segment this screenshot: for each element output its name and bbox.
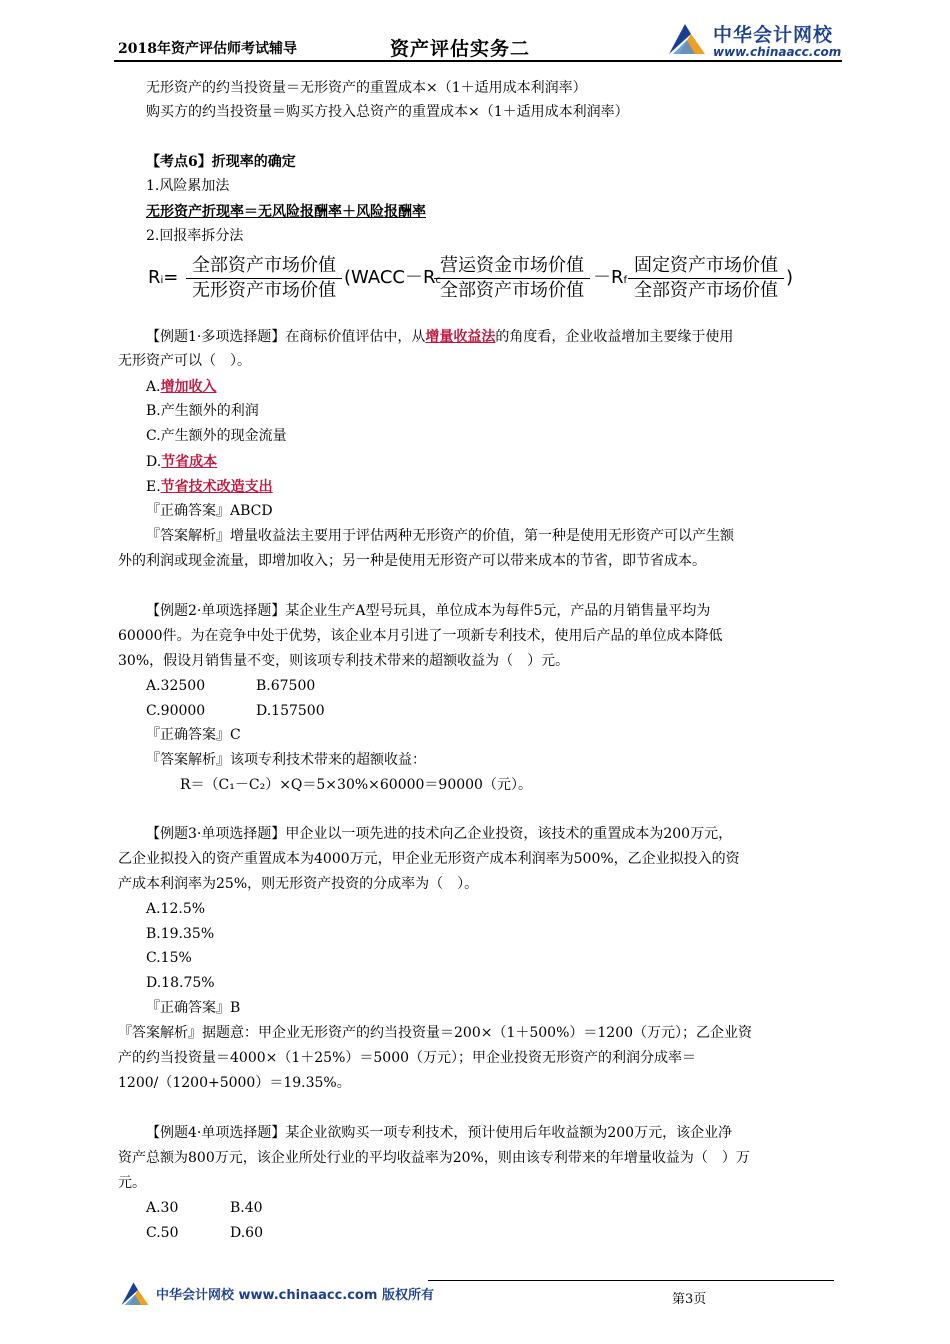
header-course-label: 2018年资产评估师考试辅导 xyxy=(118,41,297,57)
formula-lhs: Ri= xyxy=(148,267,179,288)
ex1-answer: 『正确答案』ABCD xyxy=(146,503,273,519)
kaodian-title: 【考点6】折现率的确定 xyxy=(146,154,296,170)
ex4-option-b: B.40 xyxy=(230,1200,263,1216)
split-return-formula xyxy=(146,254,846,310)
ex2-question-3: 30%，假设月销售量不变，则该项专利技术带来的超额收益为（ ）元。 xyxy=(118,653,570,669)
page-number: 第3页 xyxy=(672,1292,707,1307)
logo-name: 中华会计网校 xyxy=(713,24,834,46)
header-title: 资产评估实务二 xyxy=(390,38,531,60)
ex3-analysis-2: 产的约当投资量＝4000×（1＋25%）＝5000（万元）；甲企业投资无形资产的利润分成率＝ xyxy=(118,1050,697,1066)
ex4-option-a: A.30 xyxy=(146,1200,179,1216)
ex3-question-3: 产成本利润率为25%，则无形资产投资的分成率为（ ）。 xyxy=(118,876,479,892)
ex1-option-b: B.产生额外的利润 xyxy=(146,403,259,419)
brand-logo[interactable] xyxy=(665,18,845,62)
ex1-analysis-2: 外的利润或现金流量，即增加收入；另一种是使用无形资产可以带来成本的节省，即节省成本。 xyxy=(118,553,706,569)
ex3-question-2: 乙企业拟投入的资产重置成本为4000万元，甲企业无形资产成本利润率为500%，乙企业拟投入的资 xyxy=(118,851,740,867)
ex2-option-b: B.67500 xyxy=(256,678,316,694)
ex3-analysis-1: 『答案解析』据题意：甲企业无形资产的约当投资量＝200×（1＋500%）＝1200（万元）；乙企业资 xyxy=(118,1025,753,1041)
ex2-analysis: 『答案解析』该项专利技术带来的超额收益： xyxy=(146,752,426,768)
formula-fraction-3: 固定资产市场价值 全部资产市场价值 xyxy=(628,254,784,303)
ex2-option-a: A.32500 xyxy=(146,678,206,694)
ex3-option-d: D.18.75% xyxy=(146,975,215,991)
footer-rule xyxy=(428,1280,834,1281)
page-footer xyxy=(0,1270,950,1340)
ex3-question-1: 【例题3·单项选择题】甲企业以一项先进的技术向乙企业投资，该技术的重置成本为200万元， xyxy=(146,826,733,842)
footer-logo-icon xyxy=(118,1278,152,1308)
method-2: 2.回报率拆分法 xyxy=(146,228,244,244)
ex4-question-3: 元。 xyxy=(118,1175,146,1191)
ex4-question-1: 【例题4·单项选择题】某企业欲购买一项专利技术，预计使用后年收益额为200万元，该企业净 xyxy=(146,1125,733,1141)
ex3-analysis-3: 1200/（1200+5000）＝19.35%。 xyxy=(118,1075,351,1091)
ex1-option-e: E.节省技术改造支出 xyxy=(146,479,273,495)
logo-url: www.chinaacc.com xyxy=(713,45,842,59)
ex4-option-c: C.50 xyxy=(146,1225,179,1241)
footer-copyright[interactable]: 中华会计网校 www.chinaacc.com 版权所有 xyxy=(156,1288,434,1303)
ex4-option-d: D.60 xyxy=(230,1225,263,1241)
ex1-option-a: A.增加收入 xyxy=(146,379,217,395)
ex1-option-c: C.产生额外的现金流量 xyxy=(146,428,287,444)
ex2-calc: R＝（C₁－C₂）×Q＝5×30%×60000＝90000（元）。 xyxy=(180,777,532,793)
ex3-option-a: A.12.5% xyxy=(146,901,206,917)
formula-wacc: (WACC－Rc xyxy=(344,267,441,288)
intro-line-1: 无形资产的约当投资量＝无形资产的重置成本×（1＋适用成本利润率） xyxy=(146,80,587,96)
ex1-highlight: 增量收益法 xyxy=(425,329,496,345)
ex1-analysis-1: 『答案解析』增量收益法主要用于评估两种无形资产的价值，第一种是使用无形资产可以产生额 xyxy=(146,528,734,544)
page-header xyxy=(0,0,950,70)
ex4-question-2: 资产总额为800万元，该企业所处行业的平均收益率为20%，则由该专利带来的年增量收益为（ ）万 xyxy=(118,1150,750,1166)
formula-close: ) xyxy=(786,267,794,288)
ex2-question-1: 【例题2·单项选择题】某企业生产A型号玩具，单位成本为每件5元，产品的月销售量平均为 xyxy=(146,603,711,619)
ex3-option-c: C.15% xyxy=(146,950,192,966)
intro-line-2: 购买方的约当投资量＝购买方投入总资产的重置成本×（1＋适用成本利润率） xyxy=(146,104,629,120)
ex3-option-b: B.19.35% xyxy=(146,926,215,942)
ex1-question-line-2: 无形资产可以（ ）。 xyxy=(118,353,251,369)
method-1-formula: 无形资产折现率＝无风险报酬率＋风险报酬率 xyxy=(146,204,426,220)
ex2-option-d: D.157500 xyxy=(256,703,325,719)
logo-triangle-icon xyxy=(665,18,709,58)
formula-fraction-2: 营运资金市场价值 全部资产市场价值 xyxy=(434,254,590,303)
ex2-question-2: 60000件。为在竞争中处于优势，该企业本月引进了一项新专利技术，使用后产品的单位成本降低 xyxy=(118,628,723,644)
formula-fraction-1: 全部资产市场价值 无形资产市场价值 xyxy=(186,254,342,303)
formula-minus-rf: －Rf xyxy=(593,267,628,288)
ex2-answer: 『正确答案』C xyxy=(146,727,241,743)
header-rule xyxy=(114,60,842,62)
method-1: 1.风险累加法 xyxy=(146,178,230,194)
ex1-option-d: D.节省成本 xyxy=(146,454,218,470)
ex1-question: 【例题1·多项选择题】在商标价值评估中，从增量收益法的角度看，企业收益增加主要缘于使用 xyxy=(146,329,734,345)
ex3-answer: 『正确答案』B xyxy=(146,1000,241,1016)
ex2-option-c: C.90000 xyxy=(146,703,206,719)
